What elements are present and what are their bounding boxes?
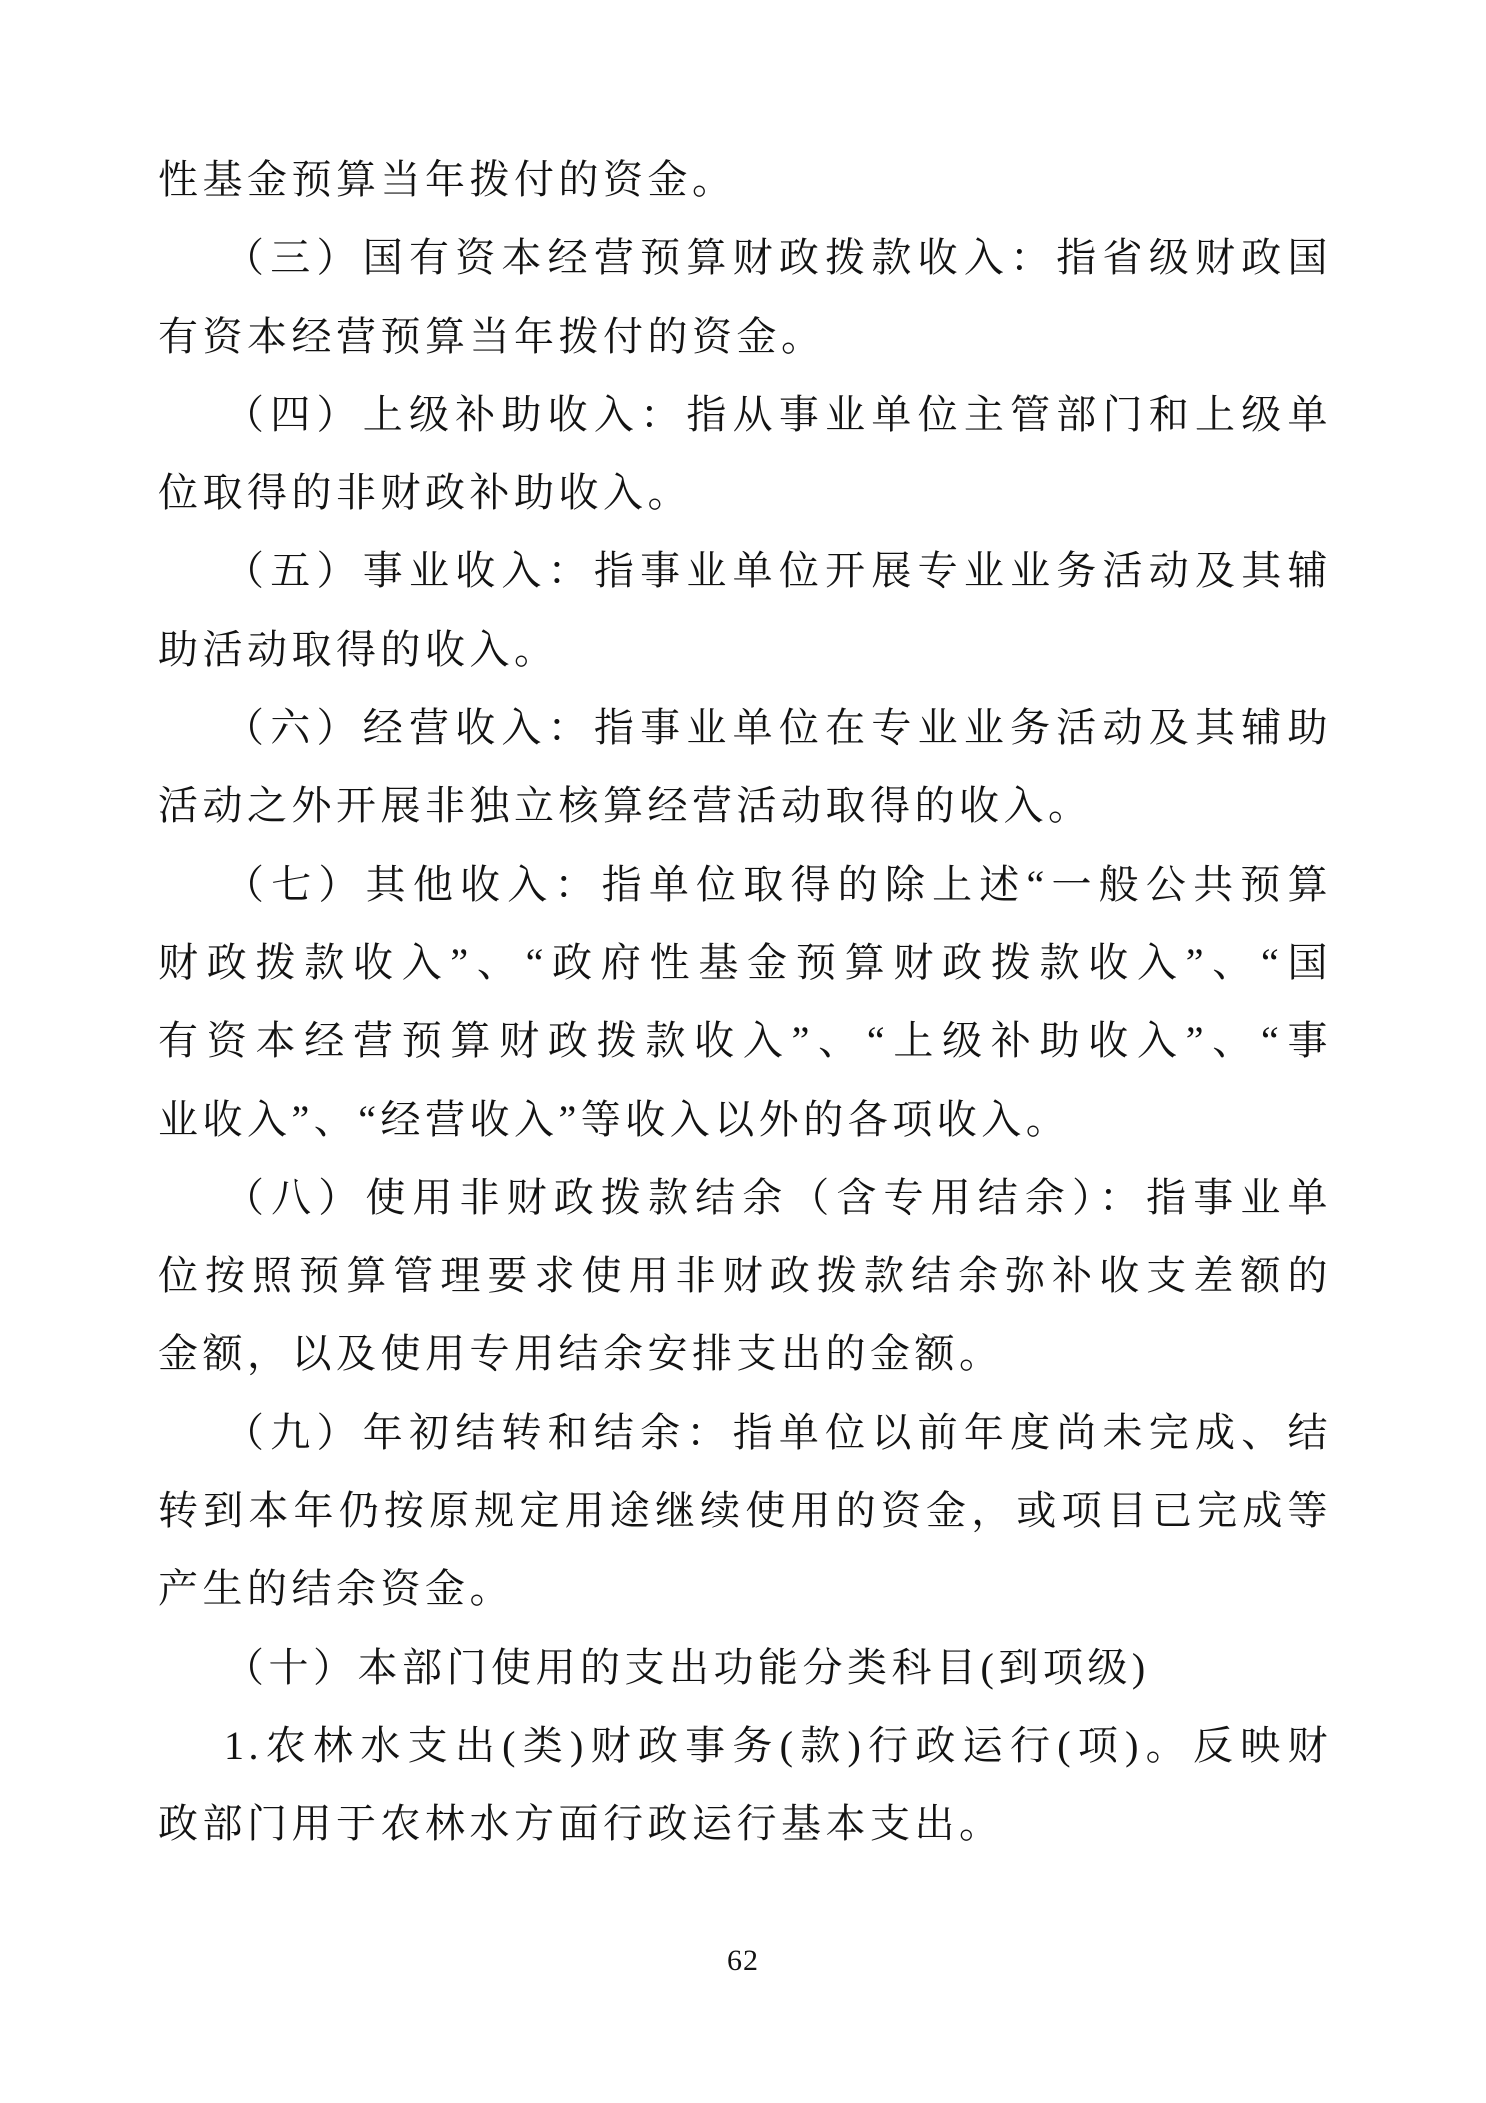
document-line: 金额，以及使用专用结余安排支出的金额。 — [158, 1331, 1004, 1377]
document-body — [158, 141, 1332, 1864]
document-line: （四）上级补助收入：指从事业单位主管部门和上级单 — [224, 391, 1332, 437]
document-line: （五）事业收入：指事业单位开展专业业务活动及其辅 — [224, 548, 1332, 594]
document-line: 性基金预算当年拨付的资金。 — [158, 157, 737, 202]
document-line: 1.农林水支出(类)财政事务(款)行政运行(项)。反映财 — [224, 1722, 1332, 1768]
document-line: （八）使用非财政拨款结余（含专用结余）：指事业单 — [224, 1174, 1332, 1220]
document-line: 位按照预算管理要求使用非财政拨款结余弥补收支差额的 — [158, 1253, 1332, 1299]
document-line: 政部门用于农林水方面行政运行基本支出。 — [158, 1801, 1004, 1847]
document-line: 业收入”、“经营收入”等收入以外的各项收入。 — [158, 1096, 1071, 1142]
document-line: 财政拨款收入”、“政府性基金预算财政拨款收入”、“国 — [158, 939, 1332, 985]
document-line: （九）年初结转和结余：指单位以前年度尚未完成、结 — [224, 1409, 1332, 1455]
document-line: 有资本经营预算当年拨付的资金。 — [158, 313, 826, 359]
page-number: 62 — [727, 1944, 759, 1977]
document-line: （十）本部门使用的支出功能分类科目(到项级) — [224, 1644, 1150, 1690]
document-line: 有资本经营预算财政拨款收入”、“上级补助收入”、“事 — [158, 1018, 1332, 1064]
document-line: （三）国有资本经营预算财政拨款收入：指省级财政国 — [224, 235, 1332, 281]
document-line: 转到本年仍按原规定用途继续使用的资金，或项目已完成等 — [158, 1488, 1332, 1534]
document-line: 活动之外开展非独立核算经营活动取得的收入。 — [158, 783, 1093, 829]
document-line: 助活动取得的收入。 — [158, 626, 559, 672]
document-line: （六）经营收入：指事业单位在专业业务活动及其辅助 — [224, 705, 1332, 751]
document-line: （七）其他收入：指单位取得的除上述“一般公共预算 — [224, 861, 1332, 907]
document-line: 位取得的非财政补助收入。 — [158, 470, 692, 516]
document-line: 产生的结余资金。 — [158, 1566, 514, 1612]
